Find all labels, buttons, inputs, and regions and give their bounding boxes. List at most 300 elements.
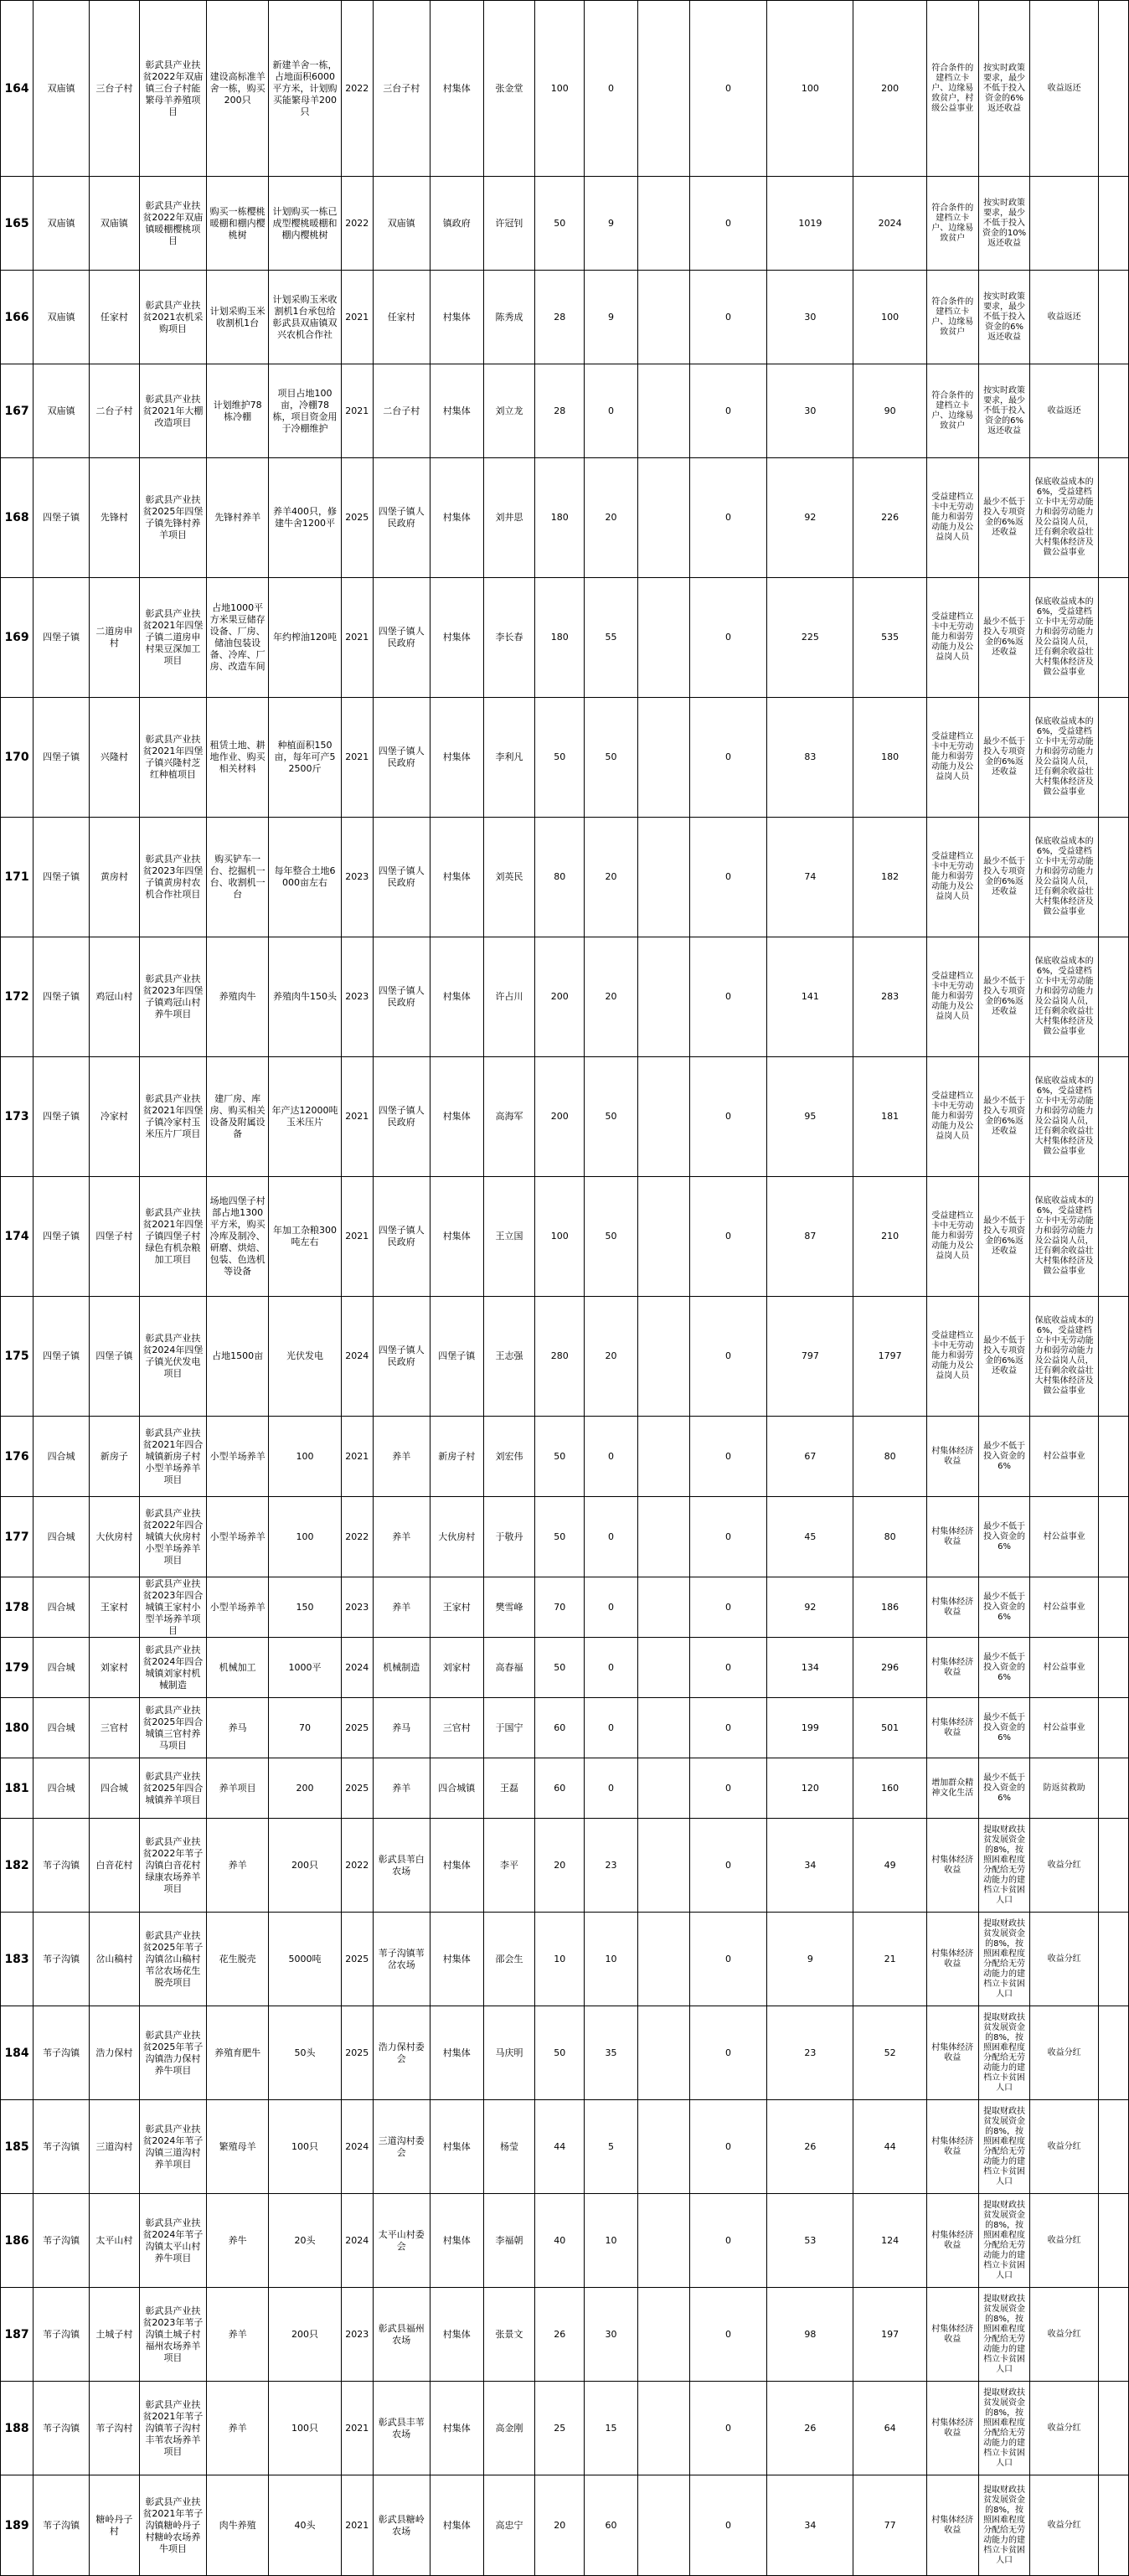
total-investment-cell: 44 [535,2100,585,2194]
owner-cell: 村集体 [430,2382,483,2475]
person-cell: 高海军 [483,1057,535,1177]
spacer-cell [637,1698,689,1758]
funding-d-cell: 535 [853,578,927,698]
town-cell: 四堡子镇 [34,818,90,937]
row-number: 175 [1,1297,34,1417]
table-row [1,1758,1129,1819]
row-number: 177 [1,1497,34,1577]
year-cell: 2023 [341,2288,373,2382]
town-cell: 四堡子镇 [34,1057,90,1177]
funding-d-cell: 186 [853,1577,927,1638]
income-use-cell: 收益返还 [1030,364,1098,458]
benefit-rule-cell: 最少不低于投入资金的6% [978,1577,1030,1638]
content-cell: 养殖肉牛 [207,937,269,1057]
income-use-cell: 收益分红 [1030,2006,1098,2100]
table-row [1,578,1129,698]
row-number: 169 [1,578,34,698]
beneficiary-cell: 受益建档立卡中无劳动能力和弱劳动能力及公益岗人员 [926,1297,978,1417]
table-row [1,271,1129,364]
funding-a-cell: 0 [585,364,638,458]
location-cell: 养羊 [373,1497,430,1577]
income-use-cell: 收益返还 [1030,271,1098,364]
town-cell: 双庙镇 [34,177,90,271]
table-row [1,2194,1129,2288]
table-row [1,458,1129,578]
scale-cell: 计划购买一栋已成型樱桃暖棚和棚内樱桃树 [269,177,342,271]
table-row [1,1577,1129,1638]
table-row [1,2006,1129,2100]
scale-cell: 养羊400只，修建牛舍1200平 [269,458,342,578]
town-cell: 双庙镇 [34,271,90,364]
village-cell: 三官村 [90,1698,140,1758]
benefit-rule-cell: 最少不低于投入专项资金的6%返还收益 [978,698,1030,818]
spacer-cell [637,2382,689,2475]
beneficiary-cell: 受益建档立卡中无劳动能力和弱劳动能力及公益岗人员 [926,937,978,1057]
funding-c-cell: 9 [767,1913,853,2006]
row-number: 180 [1,1698,34,1758]
table-row [1,1057,1129,1177]
owner-cell: 王家村 [430,1577,483,1638]
row-number: 165 [1,177,34,271]
scale-cell: 100只 [269,2382,342,2475]
beneficiary-cell: 村集体经济收益 [926,2288,978,2382]
benefit-rule-cell: 提取财政扶贫发展资金的8%，按照困难程度分配给无劳动能力的建档立卡贫困人口 [978,2100,1030,2194]
village-cell: 刘家村 [90,1638,140,1698]
person-cell: 于敬丹 [483,1497,535,1577]
funding-d-cell: 182 [853,818,927,937]
village-cell: 太平山村 [90,2194,140,2288]
owner-cell: 村集体 [430,1057,483,1177]
funding-b-cell: 0 [689,458,767,578]
content-cell: 养羊 [207,2288,269,2382]
funding-c-cell: 83 [767,698,853,818]
benefit-rule-cell: 最少不低于投入专项资金的6%返还收益 [978,937,1030,1057]
year-cell: 2025 [341,1758,373,1819]
project-name-cell: 彰武县产业扶贫2021年四堡子镇冷家村玉米压片厂项目 [139,1057,206,1177]
owner-cell: 四堡子镇 [430,1297,483,1417]
scale-cell: 光伏发电 [269,1297,342,1417]
year-cell: 2022 [341,177,373,271]
benefit-rule-cell: 最少不低于投入资金的6% [978,1758,1030,1819]
table-row [1,1497,1129,1577]
scale-cell: 70 [269,1698,342,1758]
funding-b-cell: 0 [689,1,767,177]
town-cell: 四堡子镇 [34,458,90,578]
project-name-cell: 彰武县产业扶贫2023年四合城镇王家村小型羊场养羊项目 [139,1577,206,1638]
village-cell: 四堡子村 [90,1177,140,1297]
beneficiary-cell: 村集体经济收益 [926,1497,978,1577]
year-cell: 2023 [341,1577,373,1638]
content-cell: 养马 [207,1698,269,1758]
benefit-rule-cell: 最少不低于投入专项资金的6%返还收益 [978,578,1030,698]
funding-b-cell: 0 [689,364,767,458]
content-cell: 建设高标准羊舍一栋，购买200只 [207,1,269,177]
funding-a-cell: 50 [585,1057,638,1177]
benefit-rule-cell: 按实时政策要求，最少不低于投入资金的6%返还收益 [978,1,1030,177]
income-use-cell: 保底收益成本的6%，受益建档立卡中无劳动能力和弱劳动能力及公益岗人员，迁有剩余收益壮大村集体经济及做公益事业 [1030,698,1098,818]
funding-d-cell: 49 [853,1819,927,1913]
location-cell: 养羊 [373,1577,430,1638]
income-use-cell: 村公益事业 [1030,1638,1098,1698]
beneficiary-cell: 村集体经济收益 [926,2475,978,2576]
benefit-rule-cell: 提取财政扶贫发展资金的8%，按照困难程度分配给无劳动能力的建档立卡贫困人口 [978,2194,1030,2288]
spacer-cell [637,1913,689,2006]
funding-c-cell: 100 [767,1,853,177]
year-cell: 2024 [341,1297,373,1417]
funding-b-cell: 0 [689,1577,767,1638]
project-name-cell: 彰武县产业扶贫2025年四合城镇三官村养马项目 [139,1698,206,1758]
income-use-cell: 保底收益成本的6%，受益建档立卡中无劳动能力和弱劳动能力及公益岗人员，迁有剩余收益壮大村集体经济及做公益事业 [1030,578,1098,698]
owner-cell: 村集体 [430,458,483,578]
spacer-cell [637,578,689,698]
content-cell: 购买一栋樱桃暖棚和棚内樱桃树 [207,177,269,271]
funding-c-cell: 30 [767,364,853,458]
content-cell: 机械加工 [207,1638,269,1698]
year-cell: 2024 [341,1638,373,1698]
location-cell: 彰武县苇白农场 [373,1819,430,1913]
funding-c-cell: 45 [767,1497,853,1577]
beneficiary-cell: 村集体经济收益 [926,2194,978,2288]
beneficiary-cell: 增加群众精神文化生活 [926,1758,978,1819]
income-use-cell: 村公益事业 [1030,1577,1098,1638]
funding-a-cell: 50 [585,698,638,818]
total-investment-cell: 70 [535,1577,585,1638]
project-name-cell: 彰武县产业扶贫2021年苇子沟镇苇子沟村丰苇农场养羊项目 [139,2382,206,2475]
project-name-cell: 彰武县产业扶贫2024年四合城镇刘家村机械制造 [139,1638,206,1698]
funding-c-cell: 23 [767,2006,853,2100]
town-cell: 四堡子镇 [34,937,90,1057]
scale-cell: 40头 [269,2475,342,2576]
person-cell: 于国宁 [483,1698,535,1758]
location-cell: 双庙镇 [373,177,430,271]
project-name-cell: 彰武县产业扶贫2025年苇子沟镇浩力保村养牛项目 [139,2006,206,2100]
village-cell: 四合城 [90,1758,140,1819]
content-cell: 场地四堡子村部占地1300平方米，购买冷库及制冷、研磨、烘焙、包装、色选机等设备 [207,1177,269,1297]
funding-c-cell: 134 [767,1638,853,1698]
row-number: 164 [1,1,34,177]
table-row [1,364,1129,458]
funding-d-cell: 100 [853,271,927,364]
funding-b-cell: 0 [689,1758,767,1819]
funding-c-cell: 30 [767,271,853,364]
row-number: 179 [1,1638,34,1698]
total-investment-cell: 26 [535,2288,585,2382]
year-cell: 2022 [341,1819,373,1913]
benefit-rule-cell: 最少不低于投入资金的6% [978,1698,1030,1758]
location-cell: 四堡子镇人民政府 [373,937,430,1057]
location-cell: 四堡子镇人民政府 [373,1177,430,1297]
content-cell: 养羊项目 [207,1758,269,1819]
beneficiary-cell: 受益建档立卡中无劳动能力和弱劳动能力及公益岗人员 [926,818,978,937]
content-cell: 计划采购玉米收割机1台 [207,271,269,364]
person-cell: 李利凡 [483,698,535,818]
town-cell: 苇子沟镇 [34,2194,90,2288]
income-use-cell: 收益分红 [1030,1819,1098,1913]
owner-cell: 村集体 [430,271,483,364]
project-name-cell: 彰武县产业扶贫2024年苇子沟镇三道沟村养羊项目 [139,2100,206,2194]
village-cell: 兴隆村 [90,698,140,818]
income-use-cell: 收益分红 [1030,2194,1098,2288]
owner-cell: 镇政府 [430,177,483,271]
trailing-cell [1098,1638,1128,1698]
income-use-cell: 收益分红 [1030,2100,1098,2194]
scale-cell: 养殖肉牛150头 [269,937,342,1057]
benefit-rule-cell: 提取财政扶贫发展资金的8%，按照困难程度分配给无劳动能力的建档立卡贫困人口 [978,2475,1030,2576]
funding-d-cell: 180 [853,698,927,818]
spacer-cell [637,2194,689,2288]
owner-cell: 村集体 [430,698,483,818]
table-row [1,2475,1129,2576]
person-cell: 许冠钊 [483,177,535,271]
beneficiary-cell: 符合条件的建档立卡户、边缘易致贫户 [926,364,978,458]
table-row [1,1297,1129,1417]
content-cell: 计划维护78栋冷棚 [207,364,269,458]
table-row [1,937,1129,1057]
scale-cell: 100只 [269,2100,342,2194]
year-cell: 2025 [341,1913,373,2006]
funding-c-cell: 34 [767,2475,853,2576]
person-cell: 李长春 [483,578,535,698]
funding-d-cell: 90 [853,364,927,458]
location-cell: 任家村 [373,271,430,364]
spacer-cell [637,1497,689,1577]
content-cell: 建厂房、库房、购买相关设备及附属设备 [207,1057,269,1177]
funding-d-cell: 197 [853,2288,927,2382]
beneficiary-cell: 受益建档立卡中无劳动能力和弱劳动能力及公益岗人员 [926,458,978,578]
trailing-cell [1098,2288,1128,2382]
funding-d-cell: 160 [853,1758,927,1819]
town-cell: 双庙镇 [34,1,90,177]
trailing-cell [1098,698,1128,818]
town-cell: 苇子沟镇 [34,2100,90,2194]
table-row [1,2100,1129,2194]
content-cell: 先锋村养羊 [207,458,269,578]
town-cell: 苇子沟镇 [34,1913,90,2006]
town-cell: 四堡子镇 [34,1297,90,1417]
funding-b-cell: 0 [689,1913,767,2006]
person-cell: 高金刚 [483,2382,535,2475]
income-use-cell: 收益分红 [1030,2288,1098,2382]
spacer-cell [637,698,689,818]
income-use-cell: 收益分红 [1030,2475,1098,2576]
year-cell: 2023 [341,818,373,937]
funding-c-cell: 34 [767,1819,853,1913]
person-cell: 邵会生 [483,1913,535,2006]
funding-c-cell: 26 [767,2382,853,2475]
total-investment-cell: 28 [535,271,585,364]
town-cell: 四合城 [34,1758,90,1819]
owner-cell: 村集体 [430,1177,483,1297]
village-cell: 先锋村 [90,458,140,578]
table-row [1,1819,1129,1913]
spacer-cell [637,1,689,177]
year-cell: 2021 [341,1057,373,1177]
row-number: 187 [1,2288,34,2382]
location-cell: 四堡子镇人民政府 [373,1057,430,1177]
village-cell: 岔山稿村 [90,1913,140,2006]
income-use-cell: 保底收益成本的6%，受益建档立卡中无劳动能力和弱劳动能力及公益岗人员，迁有剩余收益壮大村集体经济及做公益事业 [1030,818,1098,937]
scale-cell: 200 [269,1758,342,1819]
spacer-cell [637,1638,689,1698]
village-cell: 二道房申村 [90,578,140,698]
year-cell: 2023 [341,937,373,1057]
village-cell: 冷家村 [90,1057,140,1177]
town-cell: 四合城 [34,1497,90,1577]
benefit-rule-cell: 最少不低于投入专项资金的6%返还收益 [978,1177,1030,1297]
funding-a-cell: 35 [585,2006,638,2100]
village-cell: 黄房村 [90,818,140,937]
funding-c-cell: 67 [767,1417,853,1497]
project-name-cell: 彰武县产业扶贫2024年四堡子镇光伏发电项目 [139,1297,206,1417]
trailing-cell [1098,1577,1128,1638]
benefit-rule-cell: 最少不低于投入专项资金的6%返还收益 [978,1057,1030,1177]
total-investment-cell: 100 [535,1177,585,1297]
funding-b-cell: 0 [689,1698,767,1758]
person-cell: 樊雪峰 [483,1577,535,1638]
funding-b-cell: 0 [689,2288,767,2382]
funding-d-cell: 80 [853,1417,927,1497]
town-cell: 四合城 [34,1698,90,1758]
funding-a-cell: 15 [585,2382,638,2475]
income-use-cell: 收益分红 [1030,1913,1098,2006]
row-number: 167 [1,364,34,458]
funding-c-cell: 797 [767,1297,853,1417]
owner-cell: 村集体 [430,1,483,177]
income-use-cell: 村公益事业 [1030,1698,1098,1758]
total-investment-cell: 60 [535,1698,585,1758]
project-name-cell: 彰武县产业扶贫2021年四堡子镇兴隆村芝红种植项目 [139,698,206,818]
funding-c-cell: 26 [767,2100,853,2194]
table-row [1,1913,1129,2006]
location-cell: 浩力保村委会 [373,2006,430,2100]
content-cell: 养殖育肥牛 [207,2006,269,2100]
content-cell: 占地1000平方米果豆储存设备、厂房、储油包装设备、冷库、厂房、改造车间 [207,578,269,698]
content-cell: 肉牛养殖 [207,2475,269,2576]
funding-a-cell: 0 [585,1758,638,1819]
funding-b-cell: 0 [689,1819,767,1913]
total-investment-cell: 10 [535,1913,585,2006]
row-number: 173 [1,1057,34,1177]
funding-c-cell: 87 [767,1177,853,1297]
funding-a-cell: 10 [585,1913,638,2006]
benefit-rule-cell: 按实时政策要求，最少不低于投入资金的6%返还收益 [978,364,1030,458]
year-cell: 2021 [341,271,373,364]
trailing-cell [1098,1057,1128,1177]
table-row [1,1,1129,177]
owner-cell: 村集体 [430,578,483,698]
beneficiary-cell: 村集体经济收益 [926,1698,978,1758]
beneficiary-cell: 受益建档立卡中无劳动能力和弱劳动能力及公益岗人员 [926,698,978,818]
location-cell: 四堡子镇人民政府 [373,578,430,698]
row-number: 188 [1,2382,34,2475]
scale-cell: 每年整合土地6000亩左右 [269,818,342,937]
trailing-cell [1098,1913,1128,2006]
funding-c-cell: 120 [767,1758,853,1819]
project-name-cell: 彰武县产业扶贫2021年苇子沟镇糖岭丹子村糖岭农场养牛项目 [139,2475,206,2576]
spacer-cell [637,2475,689,2576]
village-cell: 鸡冠山村 [90,937,140,1057]
funding-d-cell: 181 [853,1057,927,1177]
funding-b-cell: 0 [689,1638,767,1698]
trailing-cell [1098,2194,1128,2288]
village-cell: 白音花村 [90,1819,140,1913]
beneficiary-cell: 受益建档立卡中无劳动能力和弱劳动能力及公益岗人员 [926,1177,978,1297]
project-name-cell: 彰武县产业扶贫2024年苇子沟镇太平山村养牛项目 [139,2194,206,2288]
scale-cell: 计划采购玉米收割机1台承包给彰武县双庙镇双兴农机合作社 [269,271,342,364]
beneficiary-cell: 符合条件的建档立卡户、边缘易致贫户 [926,177,978,271]
scale-cell: 年约榨油120吨 [269,578,342,698]
person-cell: 张景文 [483,2288,535,2382]
funding-b-cell: 0 [689,1057,767,1177]
funding-d-cell: 21 [853,1913,927,2006]
year-cell: 2021 [341,1177,373,1297]
scale-cell: 种植面积150亩，每年可产52500斤 [269,698,342,818]
funding-b-cell: 0 [689,818,767,937]
spacer-cell [637,1057,689,1177]
spacer-cell [637,2288,689,2382]
content-cell: 占地1500亩 [207,1297,269,1417]
person-cell: 刘立龙 [483,364,535,458]
funding-b-cell: 0 [689,1177,767,1297]
income-use-cell: 收益返还 [1030,1,1098,177]
town-cell: 四合城 [34,1638,90,1698]
owner-cell: 村集体 [430,364,483,458]
town-cell: 四堡子镇 [34,578,90,698]
project-name-cell: 彰武县产业扶贫2021年四堡子镇四堡子村绿色有机杂粮加工项目 [139,1177,206,1297]
funding-d-cell: 1797 [853,1297,927,1417]
town-cell: 四合城 [34,1417,90,1497]
funding-c-cell: 74 [767,818,853,937]
village-cell: 双庙镇 [90,177,140,271]
location-cell: 苇子沟镇苇岔农场 [373,1913,430,2006]
owner-cell: 村集体 [430,818,483,937]
row-number: 181 [1,1758,34,1819]
owner-cell: 三官村 [430,1698,483,1758]
table-row [1,698,1129,818]
person-cell: 刘英民 [483,818,535,937]
content-cell: 养羊 [207,1819,269,1913]
scale-cell: 20头 [269,2194,342,2288]
funding-b-cell: 0 [689,2382,767,2475]
project-name-cell: 彰武县产业扶贫2025年四堡子镇先锋村养羊项目 [139,458,206,578]
funding-a-cell: 0 [585,1417,638,1497]
total-investment-cell: 200 [535,1057,585,1177]
scale-cell: 年产达12000吨玉米压片 [269,1057,342,1177]
project-name-cell: 彰武县产业扶贫2021农机采购项目 [139,271,206,364]
total-investment-cell: 180 [535,578,585,698]
spacer-cell [637,458,689,578]
funding-a-cell: 20 [585,818,638,937]
location-cell: 机械制造 [373,1638,430,1698]
year-cell: 2022 [341,1497,373,1577]
benefit-rule-cell: 最少不低于投入资金的6% [978,1417,1030,1497]
income-use-cell [1030,177,1098,271]
spacer-cell [637,818,689,937]
person-cell: 杨莹 [483,2100,535,2194]
owner-cell: 村集体 [430,2006,483,2100]
table-row [1,1698,1129,1758]
person-cell: 马庆明 [483,2006,535,2100]
person-cell: 王磊 [483,1758,535,1819]
trailing-cell [1098,271,1128,364]
funding-a-cell: 0 [585,1698,638,1758]
funding-d-cell: 64 [853,2382,927,2475]
year-cell: 2022 [341,1,373,177]
row-number: 174 [1,1177,34,1297]
funding-a-cell: 0 [585,1,638,177]
total-investment-cell: 200 [535,937,585,1057]
town-cell: 苇子沟镇 [34,2475,90,2576]
